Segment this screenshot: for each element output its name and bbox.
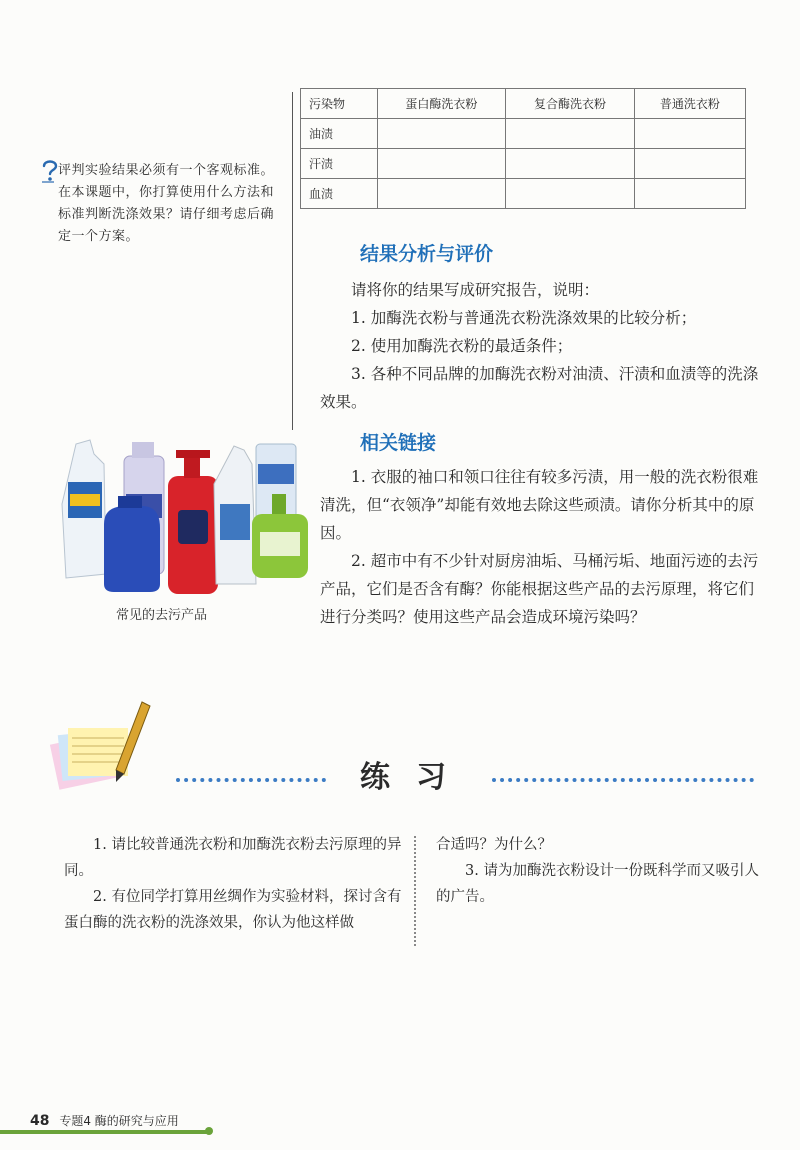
result-body xyxy=(320,276,760,416)
row-label: 汗渍 xyxy=(301,149,378,179)
table-cell xyxy=(377,179,506,209)
exercise-item: 1. 请比较普通洗衣粉和加酶洗衣粉去污原理的异同。 xyxy=(64,837,402,879)
table-cell xyxy=(634,179,745,209)
table-cell xyxy=(634,119,745,149)
page-footer xyxy=(30,1112,179,1129)
link-paragraph: 2. 超市中有不少针对厨房油垢、马桶污垢、地面污迹的去污产品，它们是否含有酶？你能根据这些产品的去污原理，将它们进行分类吗？使用这些产品会造成环境污染吗？ xyxy=(320,552,759,626)
table-row xyxy=(301,149,746,179)
table-header-cell: 普通洗衣粉 xyxy=(634,89,745,119)
chapter-title: 专题4 酶的研究与应用 xyxy=(59,1114,179,1128)
pen-and-notes-icon xyxy=(46,698,166,798)
table-cell xyxy=(506,149,635,179)
table-cell xyxy=(634,149,745,179)
footer-dot xyxy=(205,1127,213,1135)
table-cell xyxy=(506,179,635,209)
result-intro: 请将你的结果写成研究报告，说明： xyxy=(351,281,600,299)
link-body xyxy=(320,463,760,631)
section-heading-result: 结果分析与评价 xyxy=(360,243,494,265)
result-item: 2. 使用加酶洗衣粉的最适条件； xyxy=(351,337,573,355)
result-item: 3. 各种不同品牌的加酶洗衣粉对油渍、汗渍和血渍等的洗涤效果。 xyxy=(320,365,759,411)
exercise-title: 练习 xyxy=(360,760,472,795)
table-cell xyxy=(506,119,635,149)
table-cell xyxy=(377,119,506,149)
image-caption: 常见的去污产品 xyxy=(116,608,208,623)
table-header-cell: 污染物 xyxy=(301,89,378,119)
exercise-item: 2. 有位同学打算用丝绸作为实验材料，探讨含有蛋白酶的洗衣粉的洗涤效果，你认为他这样做 xyxy=(64,889,402,931)
row-label: 血渍 xyxy=(301,179,378,209)
column-separator xyxy=(414,836,416,946)
row-label: 油渍 xyxy=(301,119,378,149)
page-number: 48 xyxy=(30,1113,50,1129)
decorative-dots xyxy=(492,778,754,782)
question-mark-icon xyxy=(40,158,60,184)
section-heading-link: 相关链接 xyxy=(360,432,437,454)
table-header-cell: 复合酶洗衣粉 xyxy=(506,89,635,119)
results-table xyxy=(300,88,746,209)
cleaning-products-image xyxy=(56,424,316,600)
table-header-row xyxy=(301,89,746,119)
exercise-left-column xyxy=(64,832,404,936)
margin-note: 评判实验结果必须有一个客观标准。在本课题中，你打算使用什么方法和标准判断洗涤效果？请仔细考虑后确定一个方案。 xyxy=(58,163,275,244)
decorative-dots xyxy=(176,778,326,782)
table-cell xyxy=(377,149,506,179)
table-row xyxy=(301,179,746,209)
footer-line xyxy=(0,1130,210,1134)
exercise-item: 3. 请为加酶洗衣粉设计一份既科学而又吸引人的广告。 xyxy=(436,863,759,905)
table-row xyxy=(301,119,746,149)
exercise-item: 合适吗？为什么？ xyxy=(436,837,552,853)
table-header-cell: 蛋白酶洗衣粉 xyxy=(377,89,506,119)
result-item: 1. 加酶洗衣粉与普通洗衣粉洗涤效果的比较分析； xyxy=(351,309,697,327)
margin-divider xyxy=(292,92,293,430)
link-paragraph: 1. 衣服的袖口和领口往往有较多污渍，用一般的洗衣粉很难清洗，但“衣领净”却能有效地去除这些顽渍。请你分析其中的原因。 xyxy=(320,468,759,542)
exercise-right-column xyxy=(436,832,766,910)
